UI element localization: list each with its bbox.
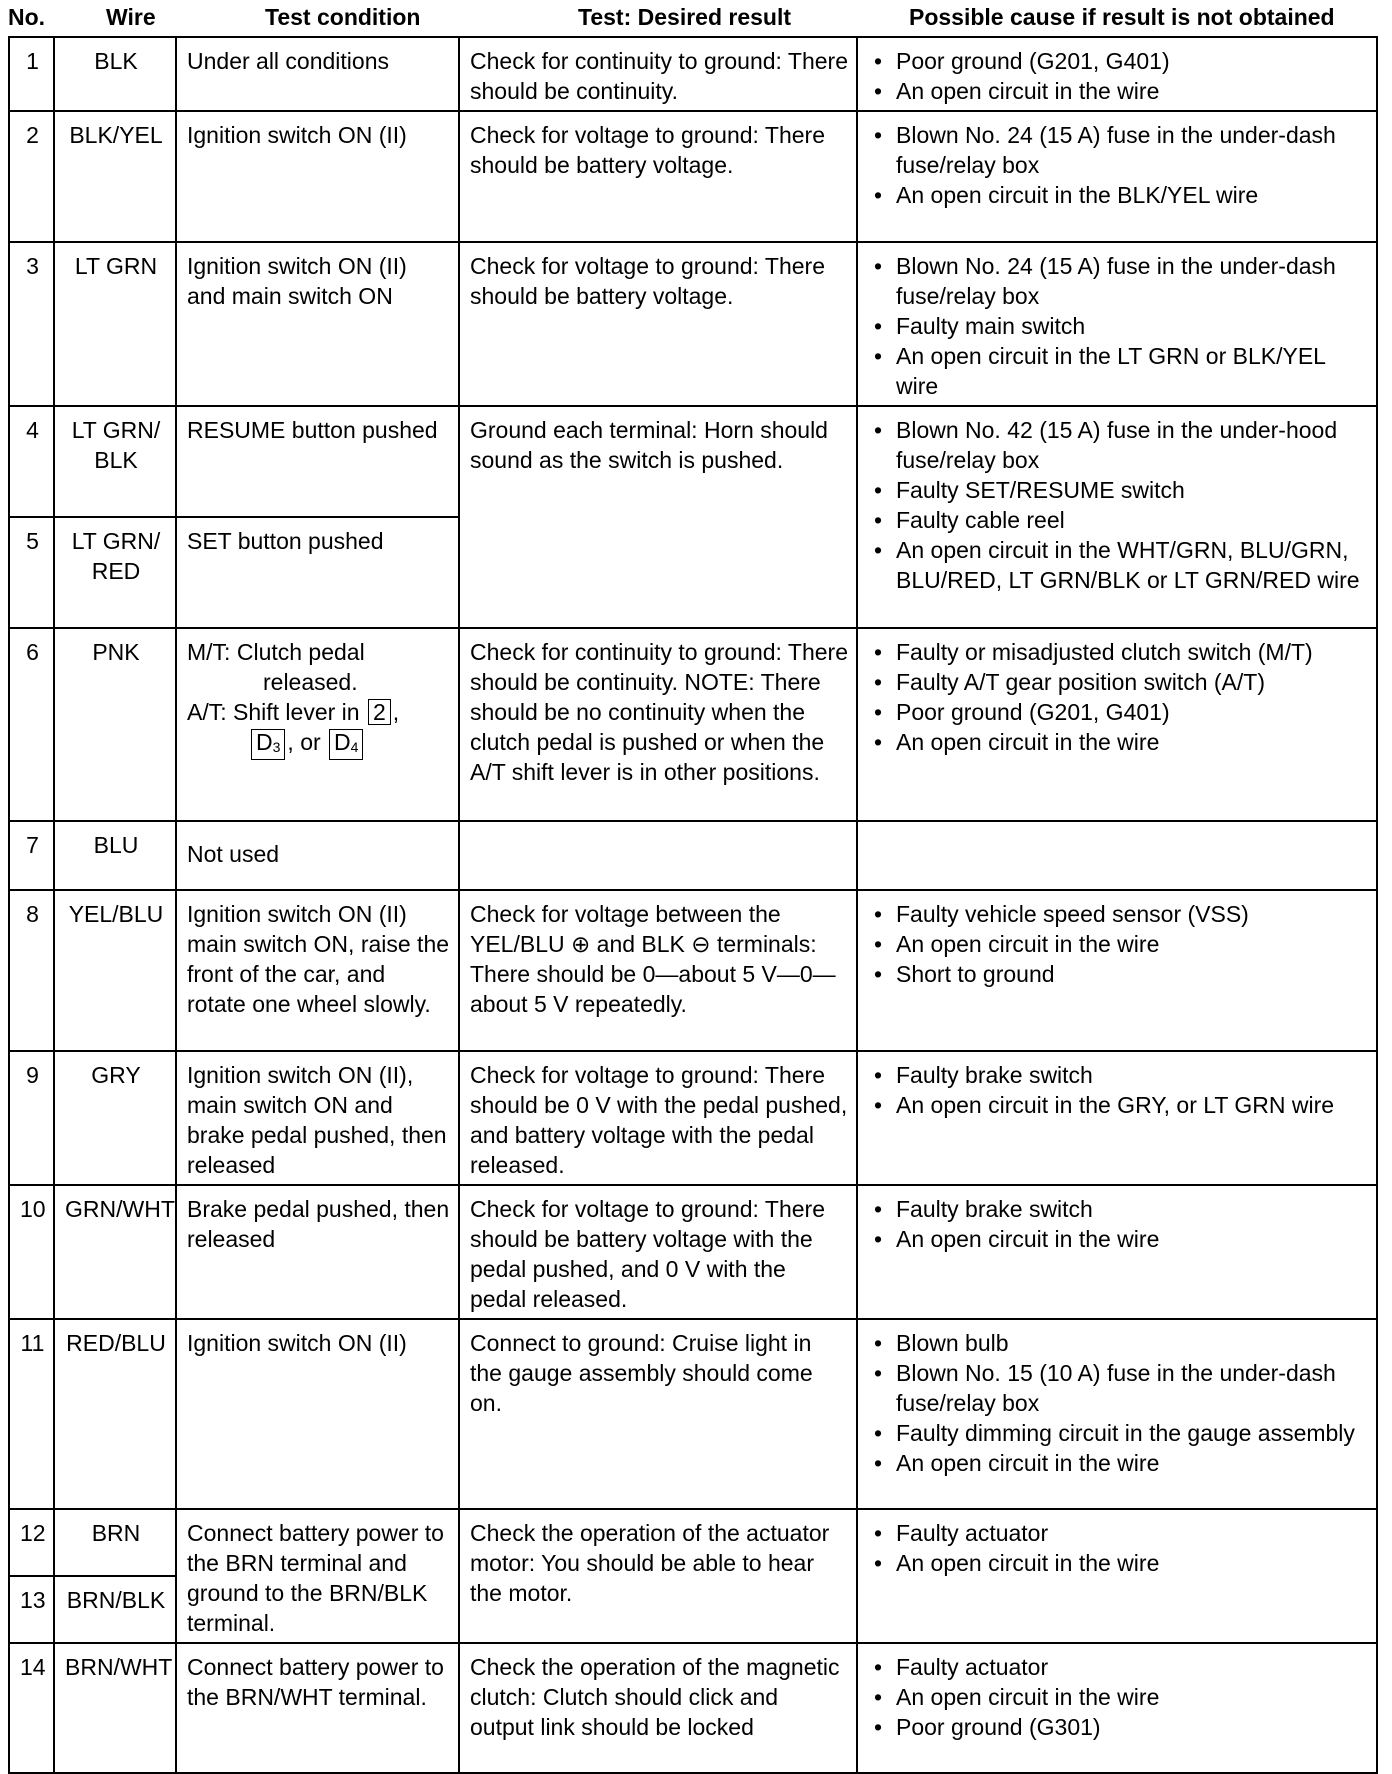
table-row (9, 1319, 1377, 1509)
mt-condition: Clutch pedal (236, 639, 365, 665)
cause-item: • Faulty brake switch (868, 1194, 1368, 1224)
possible-causes (857, 37, 1377, 111)
desired-result: Connect to ground: Cruise light in the gauge assembly should come on. (459, 1319, 857, 1509)
desired-result: Check the operation of the magnetic clutch: Clutch should click and output link should be locked (459, 1643, 857, 1773)
cause-item: • Faulty SET/RESUME switch (868, 475, 1368, 505)
cause-item: • Poor ground (G201, G401) (868, 697, 1368, 727)
gear-d3-symbol: $D_3$ (251, 729, 285, 760)
desired-result: Check for continuity to ground: There should be continuity. (459, 37, 857, 111)
cause-item: • Faulty actuator (868, 1652, 1368, 1682)
table-row (9, 37, 1377, 111)
test-condition: Under all conditions (176, 37, 459, 111)
possible-causes (857, 1051, 1377, 1185)
desired-result: Check for voltage to ground: There should be 0 V with the pedal pushed, and battery voltage with the pedal released. (459, 1051, 857, 1185)
row-number: 1 (9, 37, 54, 111)
wire-color: GRY (54, 1051, 176, 1185)
table-row (9, 890, 1377, 1051)
cause-item: • An open circuit in the GRY, or LT GRN wire (868, 1090, 1368, 1120)
cause-item: • Blown No. 15 (10 A) fuse in the under-dash fuse/relay box (868, 1358, 1368, 1418)
possible-causes (857, 406, 1377, 628)
header-wire: Wire (106, 4, 156, 30)
row-number: 12 (9, 1509, 54, 1576)
row-number: 6 (9, 628, 54, 821)
table-row (9, 111, 1377, 242)
row-number: 2 (9, 111, 54, 242)
cause-item: • Faulty cable reel (868, 505, 1368, 535)
row-number: 3 (9, 242, 54, 406)
test-condition: Ignition switch ON (II) main switch ON, raise the front of the car, and rotate one wheel slowly. (176, 890, 459, 1051)
test-condition: Not used (176, 821, 459, 890)
mt-condition-cont: released. (263, 669, 358, 695)
at-or: or (300, 729, 321, 755)
wire-test-page (8, 0, 1384, 1768)
test-condition: Brake pedal pushed, then released (176, 1185, 459, 1319)
cause-item: • An open circuit in the BLK/YEL wire (868, 180, 1368, 210)
wire-color: BLU (54, 821, 176, 890)
possible-causes (857, 111, 1377, 242)
table-row (9, 242, 1377, 406)
header-test-condition: Test condition (265, 4, 421, 30)
cause-item: • An open circuit in the wire (868, 76, 1368, 106)
cause-item: • Blown No. 42 (15 A) fuse in the under-hood fuse/relay box (868, 415, 1368, 475)
row-number: 5 (9, 517, 54, 628)
test-condition: Connect battery power to the BRN/WHT terminal. (176, 1643, 459, 1773)
possible-causes (857, 890, 1377, 1051)
cause-item: • Faulty or misadjusted clutch switch (M/T) (868, 637, 1368, 667)
cause-item: • Blown bulb (868, 1328, 1368, 1358)
wire-color: LT GRN/ BLK (54, 406, 176, 517)
test-condition: Ignition switch ON (II) and main switch ON (176, 242, 459, 406)
table-row (9, 1643, 1377, 1773)
wire-color: GRN/WHT (54, 1185, 176, 1319)
cause-item: • Poor ground (G301) (868, 1712, 1368, 1742)
desired-result: Check for voltage to ground: There should be battery voltage. (459, 242, 857, 406)
possible-causes (857, 1319, 1377, 1509)
desired-result: Check for voltage between the YEL/BLU ⊕ and BLK ⊖ terminals: There should be 0—about 5 V—0—about 5 V repeatedly. (459, 890, 857, 1051)
table-row (9, 821, 1377, 890)
cause-item: • An open circuit in the wire (868, 727, 1368, 757)
possible-causes (857, 242, 1377, 406)
mt-label: M/T: (187, 639, 231, 665)
row-number: 14 (9, 1643, 54, 1773)
cause-item: • An open circuit in the WHT/GRN, BLU/GRN, BLU/RED, LT GRN/BLK or LT GRN/RED wire (868, 535, 1368, 595)
possible-causes (857, 821, 1377, 890)
test-condition: Connect battery power to the BRN terminal and ground to the BRN/BLK terminal. (176, 1509, 459, 1643)
row-number: 4 (9, 406, 54, 517)
gear-d4-symbol: $D_4$ (329, 729, 363, 760)
desired-result: Check the operation of the actuator motor: You should be able to hear the motor. (459, 1509, 857, 1643)
wire-color: BLK (54, 37, 176, 111)
row-number: 13 (9, 1576, 54, 1643)
row-number: 8 (9, 890, 54, 1051)
cause-item: • An open circuit in the wire (868, 929, 1368, 959)
row-number: 9 (9, 1051, 54, 1185)
wire-color: BRN/WHT (54, 1643, 176, 1773)
table-row (9, 1185, 1377, 1319)
at-condition: Shift lever in (233, 699, 360, 725)
desired-result: Check for continuity to ground: There should be continuity. NOTE: There should be no continuity when the clutch pedal is pushed or when the A/T shift lever is in other positions. (459, 628, 857, 821)
cause-item: • An open circuit in the wire (868, 1682, 1368, 1712)
test-condition: Ignition switch ON (II) (176, 111, 459, 242)
cause-item: • Poor ground (G201, G401) (868, 46, 1368, 76)
wire-color: RED/BLU (54, 1319, 176, 1509)
cause-item: • Blown No. 24 (15 A) fuse in the under-dash fuse/relay box (868, 120, 1368, 180)
cause-item: • Faulty brake switch (868, 1060, 1368, 1090)
gear-2-symbol: 2 (368, 699, 391, 725)
row-number: 7 (9, 821, 54, 890)
test-condition: Ignition switch ON (II) (176, 1319, 459, 1509)
cause-item: • Faulty A/T gear position switch (A/T) (868, 667, 1368, 697)
wire-color: PNK (54, 628, 176, 821)
cause-item: • Short to ground (868, 959, 1368, 989)
row-number: 10 (9, 1185, 54, 1319)
possible-causes (857, 1509, 1377, 1643)
test-condition: SET button pushed (176, 517, 459, 628)
desired-result: Check for voltage to ground: There should be battery voltage with the pedal pushed, and 0 V with the pedal released. (459, 1185, 857, 1319)
row-number: 11 (9, 1319, 54, 1509)
cause-item: • An open circuit in the wire (868, 1224, 1368, 1254)
desired-result (459, 821, 857, 890)
cause-item: • Faulty dimming circuit in the gauge assembly (868, 1418, 1368, 1448)
cause-item: • Faulty vehicle speed sensor (VSS) (868, 899, 1368, 929)
cause-item: • An open circuit in the LT GRN or BLK/YEL wire (868, 341, 1368, 401)
possible-causes (857, 1185, 1377, 1319)
at-label: A/T: (187, 699, 227, 725)
cause-item: • Faulty actuator (868, 1518, 1368, 1548)
possible-causes (857, 1643, 1377, 1773)
table-row (9, 1051, 1377, 1185)
possible-causes (857, 628, 1377, 821)
test-condition: RESUME button pushed (176, 406, 459, 517)
desired-result: Check for voltage to ground: There should be battery voltage. (459, 111, 857, 242)
table-row (9, 1509, 1377, 1576)
wire-test-table (8, 36, 1378, 1774)
test-condition: Ignition switch ON (II), main switch ON and brake pedal pushed, then released (176, 1051, 459, 1185)
header-no: No. (8, 4, 46, 30)
header-possible-cause: Possible cause if result is not obtained (909, 4, 1335, 30)
wire-color: BRN/BLK (54, 1576, 176, 1643)
table-row (9, 406, 1377, 517)
wire-color: YEL/BLU (54, 890, 176, 1051)
wire-color: LT GRN (54, 242, 176, 406)
wire-color: LT GRN/ RED (54, 517, 176, 628)
desired-result: Ground each terminal: Horn should sound as the switch is pushed. (459, 406, 857, 628)
wire-color: BLK/YEL (54, 111, 176, 242)
test-condition: M/T: Clutch pedal released. A/T: Shift lever in 2 , $D_3$ , or $D_4$ (176, 628, 459, 821)
cause-item: • An open circuit in the wire (868, 1548, 1368, 1578)
header-desired-result: Test: Desired result (578, 4, 792, 30)
table-row (9, 628, 1377, 821)
cause-item: • Blown No. 24 (15 A) fuse in the under-dash fuse/relay box (868, 251, 1368, 311)
cause-item: • Faulty main switch (868, 311, 1368, 341)
wire-color: BRN (54, 1509, 176, 1576)
cause-item: • An open circuit in the wire (868, 1448, 1368, 1478)
